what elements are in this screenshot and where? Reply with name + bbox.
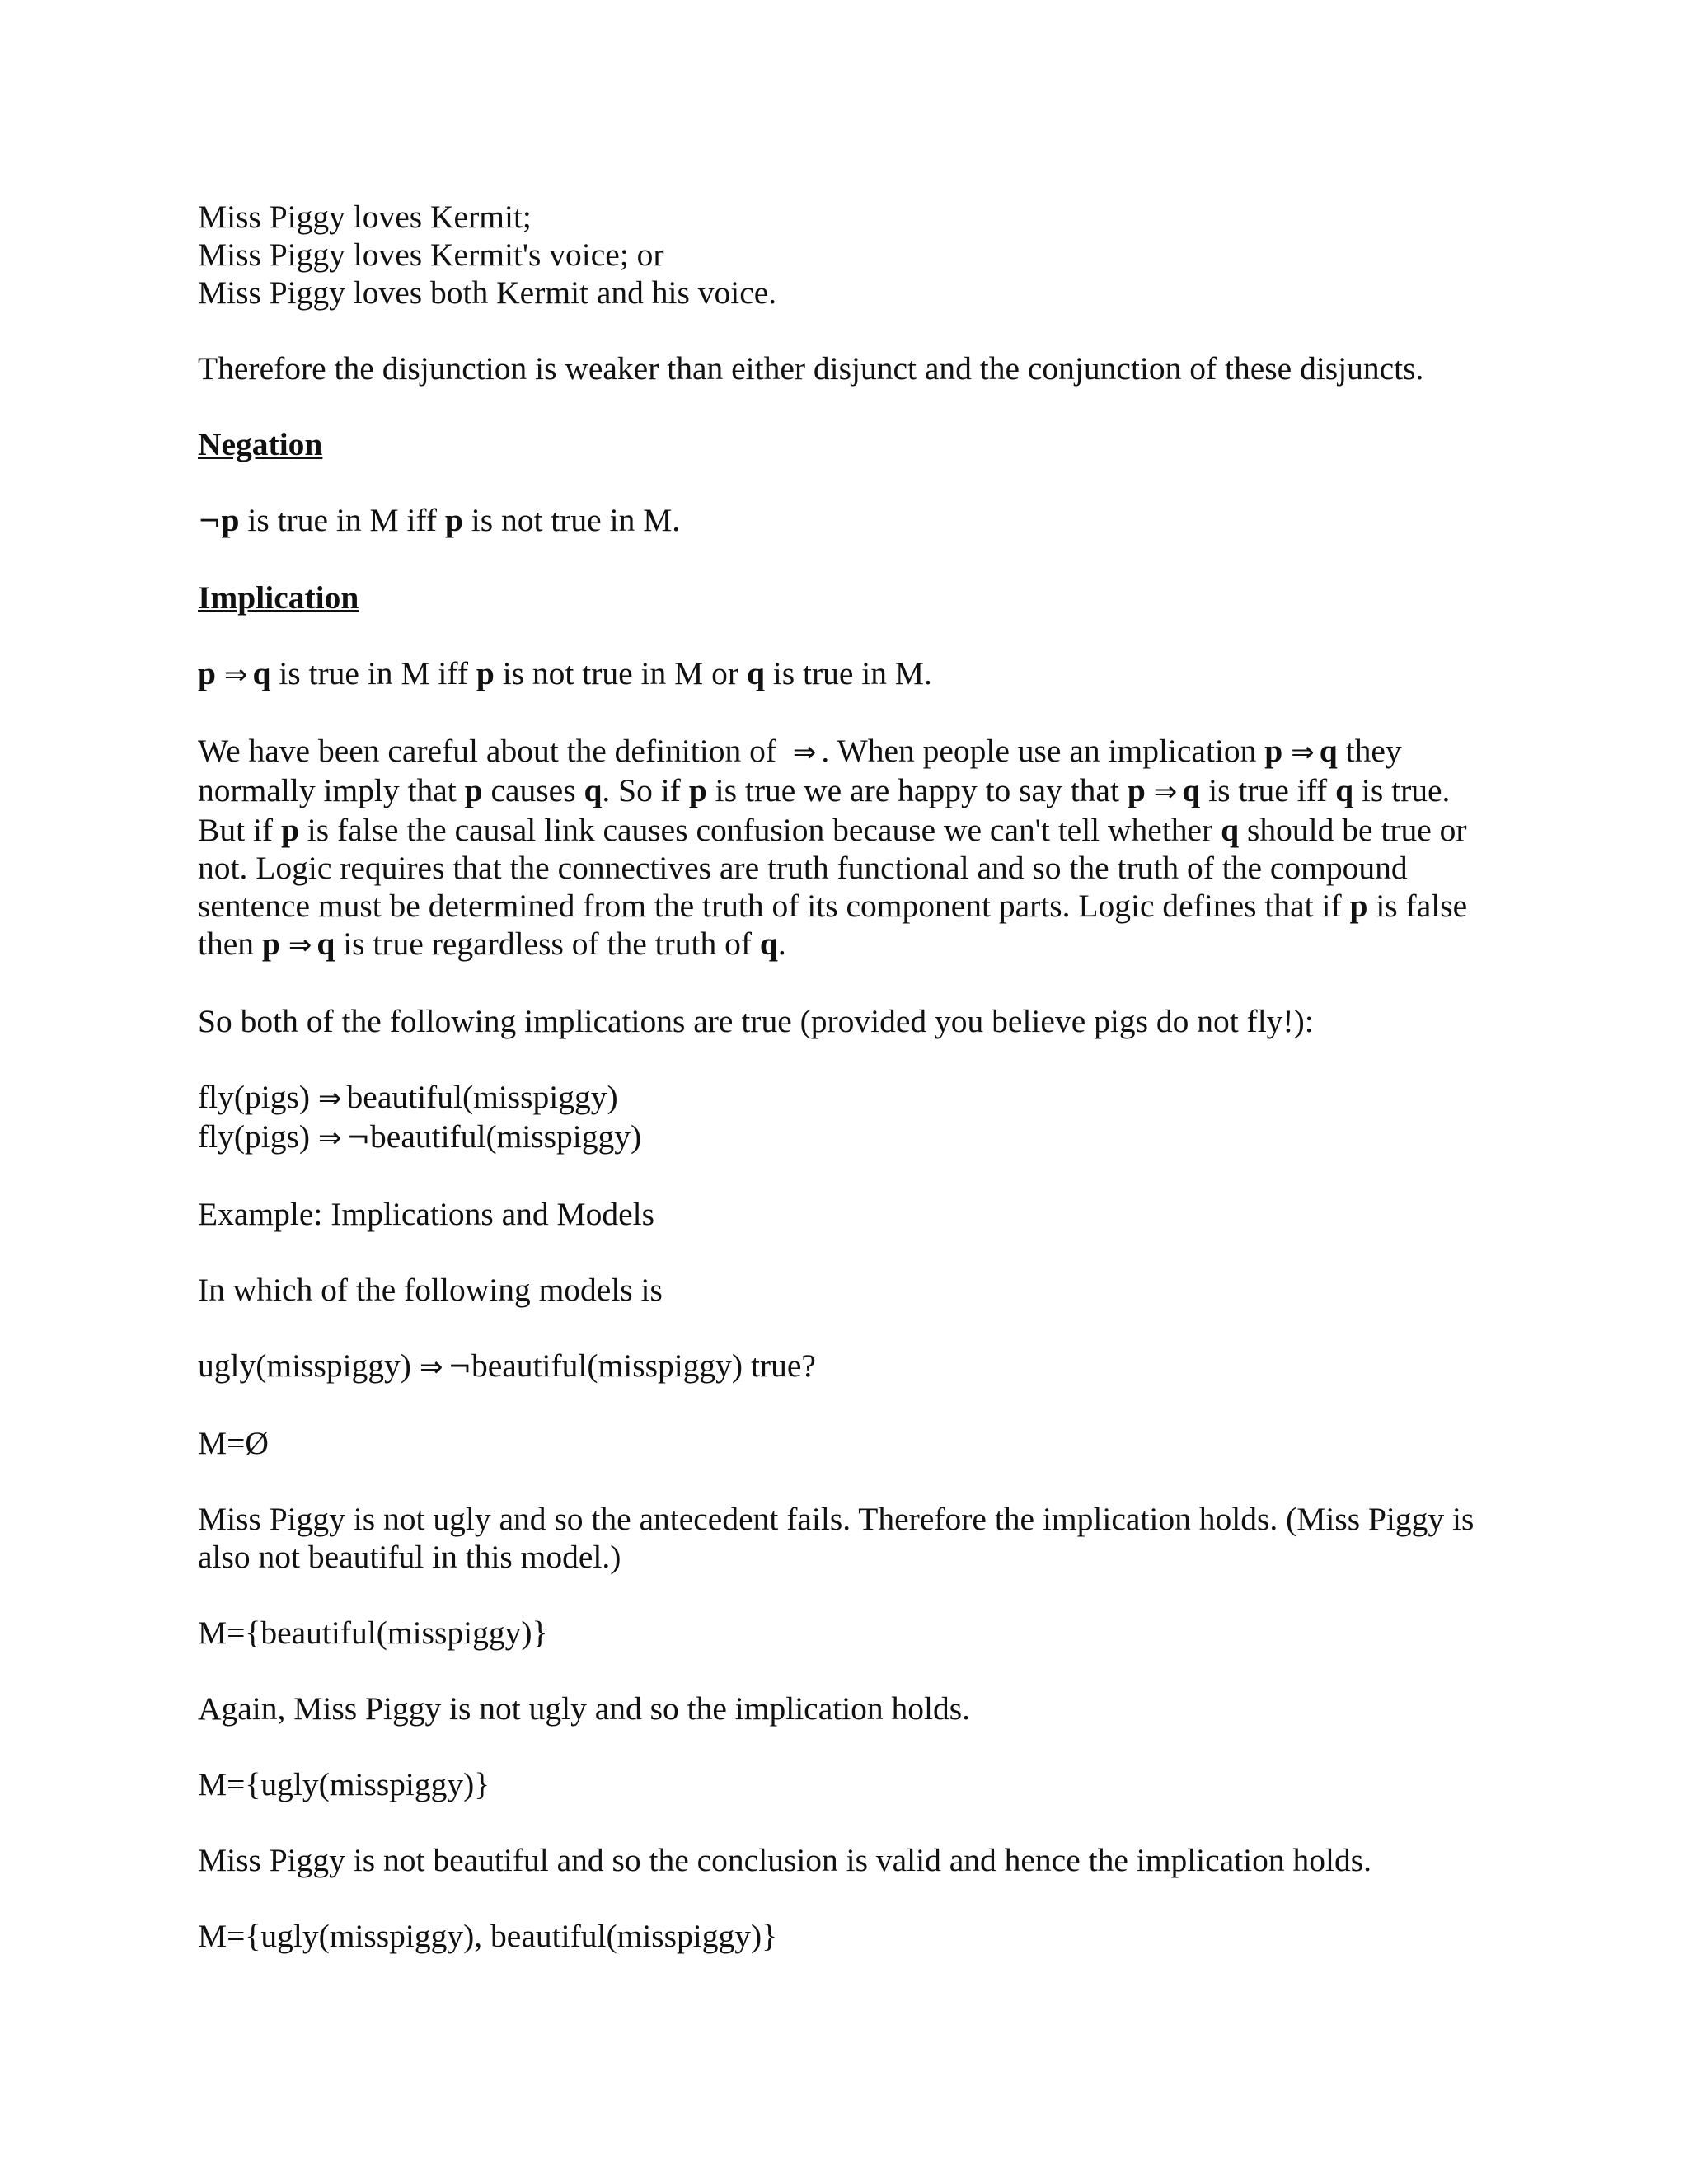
formula-line: fly(pigs) ⇒ beautiful(misspiggy) — [198, 1079, 618, 1115]
negation-heading: Negation — [198, 426, 323, 462]
var-p: p — [476, 655, 495, 691]
model-label: M=Ø — [198, 1425, 269, 1461]
negation-symbol: ¬ — [448, 1351, 471, 1384]
model-explanation: Miss Piggy is not ugly and so the antecedent fails. Therefore the implication holds. (Miss Piggy is also not beautiful in this model.) — [198, 1501, 1475, 1575]
var-q: q — [746, 655, 765, 691]
intro-line: Miss Piggy loves Kermit; — [198, 199, 532, 235]
model-label: M={ugly(misspiggy)} — [198, 1766, 490, 1802]
model-label: M={beautiful(misspiggy)} — [198, 1615, 548, 1651]
formula-line: fly(pigs) ⇒ ¬beautiful(misspiggy) — [198, 1118, 642, 1155]
intro-line: Miss Piggy loves both Kermit and his voice. — [198, 274, 777, 311]
var-p: p — [444, 502, 463, 538]
model-explanation: Again, Miss Piggy is not ugly and so the implication holds. — [198, 1690, 971, 1727]
implies-symbol: ⇒ — [1153, 776, 1178, 808]
implies-symbol: ⇒ — [223, 658, 248, 691]
intro-lines — [198, 198, 1500, 312]
implies-symbol: ⇒ — [792, 736, 817, 769]
model-label: M={ugly(misspiggy), beautiful(misspiggy)} — [198, 1918, 778, 1954]
example-formula: ugly(misspiggy) ⇒ ¬beautiful(misspiggy) true? — [198, 1347, 816, 1384]
implies-symbol: ⇒ — [1291, 736, 1315, 769]
negation-definition: ¬p is true in M iff p is not true in M. — [198, 502, 681, 538]
implies-symbol: ⇒ — [318, 1122, 342, 1155]
implies-symbol: ⇒ — [318, 1082, 342, 1115]
negation-symbol: ¬ — [346, 1122, 371, 1155]
var-p: p — [198, 655, 216, 691]
var-p: p — [221, 502, 240, 538]
formula-block — [198, 1078, 1500, 1157]
implication-definition: p ⇒ q is true in M iff p is not true in M or q is true in M. — [198, 655, 932, 691]
document-page — [198, 198, 1500, 1955]
implication-heading: Implication — [198, 579, 359, 616]
implies-symbol: ⇒ — [288, 929, 312, 962]
model-explanation: Miss Piggy is not beautiful and so the conclusion is valid and hence the implication holds. — [198, 1842, 1372, 1878]
both-true-intro: So both of the following implications are true (provided you believe pigs do not fly!): — [198, 1003, 1314, 1039]
implies-symbol: ⇒ — [419, 1351, 443, 1384]
intro-line: Miss Piggy loves Kermit's voice; or — [198, 237, 664, 273]
example-title: Example: Implications and Models — [198, 1196, 654, 1232]
negation-symbol: ¬ — [198, 505, 222, 538]
implication-paragraph: We have been careful about the definition of ⇒ . When people use an implication p ⇒ q they normally imply that p causes q. So if p is true we are happy to say that p ⇒ q is true iff q is true. But if p is false the causal link causes confusion because we can't tell whether q should be true or not. Logic requires that the connectives are truth functional and so the truth of the compound sentence must be determined from the truth of its component parts. Logic defines that if p is false then p ⇒ q is true regardless of the truth of q. — [198, 733, 1468, 962]
var-q: q — [252, 655, 271, 691]
disjunction-summary: Therefore the disjunction is weaker than either disjunct and the conjunction of these disjuncts. — [198, 350, 1424, 387]
example-question: In which of the following models is — [198, 1272, 663, 1308]
